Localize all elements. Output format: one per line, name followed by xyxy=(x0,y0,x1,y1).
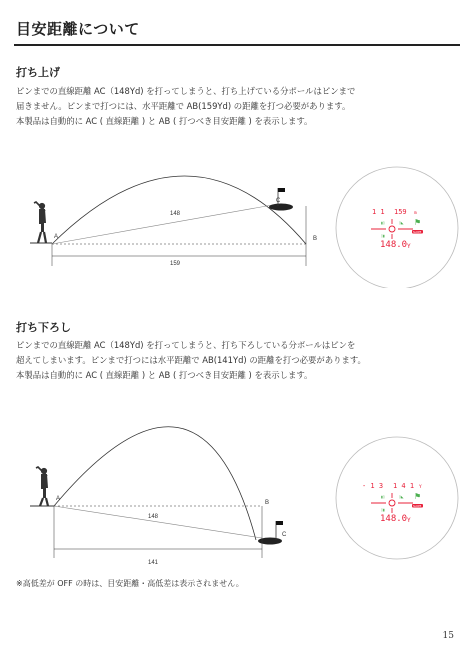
ac-distance: 148 xyxy=(170,211,181,217)
scope-top-right: 159 xyxy=(394,208,407,216)
section-heading-downhill: 打ち下ろし xyxy=(16,321,71,334)
paragraph-line: ピンまでの直線距離 AC（148Yd) を打ってしまうと、打ち下ろしている分ボールはピンを xyxy=(16,340,356,350)
rangefinder-scope xyxy=(336,437,458,559)
downhill-diagram xyxy=(0,412,473,572)
scope-main-unit: Y xyxy=(407,243,411,250)
flag-icon: ⚑ xyxy=(414,492,422,501)
svg-text:▯◣: ▯◣ xyxy=(399,495,404,499)
label-a: A xyxy=(54,234,59,240)
scope-top-left: 1 1 xyxy=(372,208,385,216)
section-text-uphill xyxy=(16,84,461,129)
label-a: A xyxy=(56,496,61,502)
label-c: C xyxy=(276,198,281,204)
scope-top-right: 1 4 1 xyxy=(393,482,415,490)
pin-flag xyxy=(276,521,283,525)
green-hole xyxy=(269,204,293,211)
golfer-figure xyxy=(36,467,48,506)
paragraph-line: 届きません。ピンまで打つには、水平距離で AB(159Yd) の距離を打つ必要があります。 xyxy=(16,101,351,111)
label-b: B xyxy=(265,500,270,506)
label-c: C xyxy=(282,532,287,538)
svg-text:▮▯: ▮▯ xyxy=(381,221,385,225)
paragraph-line: 超えてしまいます。ピンまで打つには水平距離で AB(141Yd) の距離を打つ必要があります。 xyxy=(16,355,366,365)
svg-text:▮▯: ▮▯ xyxy=(381,495,385,499)
ball-trajectory xyxy=(54,427,256,540)
rangefinder-scope xyxy=(336,167,458,288)
uphill-diagram xyxy=(0,148,473,288)
ac-distance: 148 xyxy=(148,514,159,520)
scope-main-value: 148.0 xyxy=(380,514,408,524)
green-hole xyxy=(258,538,282,545)
paragraph-line: ピンまでの直線距離 AC（148Yd) を打ってしまうと、打ち上げている分ポールはピンまで xyxy=(16,86,356,96)
paragraph-line: 本製品は自動的に AC ( 直線距離 ) と AB ( 打つべき目安距離 ) を表示します。 xyxy=(16,116,313,126)
page-number: 15 xyxy=(442,631,454,641)
slope-badge-label: SLOPE xyxy=(413,505,422,508)
ab-distance: 141 xyxy=(148,560,159,566)
svg-text:▯▮: ▯▮ xyxy=(381,508,385,512)
section-heading-uphill: 打ち上げ xyxy=(16,66,60,79)
ab-distance: 159 xyxy=(170,261,181,267)
section-text-downhill xyxy=(16,338,461,383)
title-underline xyxy=(14,44,460,46)
ball-trajectory xyxy=(52,176,306,244)
flag-icon: ⚑ xyxy=(414,218,422,227)
page-title: 目安距離について xyxy=(16,20,140,38)
footnote: ※高低差が OFF の時は、目安距離・高低差は表示されません。 xyxy=(16,579,244,588)
scope-top-unit: m xyxy=(414,211,417,216)
golfer-figure xyxy=(34,202,46,243)
pin-flag xyxy=(278,188,285,192)
svg-text:▯◣: ▯◣ xyxy=(399,221,404,225)
scope-top-unit: Y xyxy=(419,485,422,490)
label-b: B xyxy=(313,236,318,242)
scope-main-unit: Y xyxy=(407,517,411,524)
svg-text:▯▮: ▯▮ xyxy=(381,234,385,238)
scope-top-left: - 1 3 xyxy=(362,482,384,490)
slope-badge-label: SLOPE xyxy=(413,231,422,234)
scope-main-value: 148.0 xyxy=(380,240,408,250)
paragraph-line: 本製品は自動的に AC ( 直線距離 ) と AB ( 打つべき目安距離 ) を表示します。 xyxy=(16,370,313,380)
